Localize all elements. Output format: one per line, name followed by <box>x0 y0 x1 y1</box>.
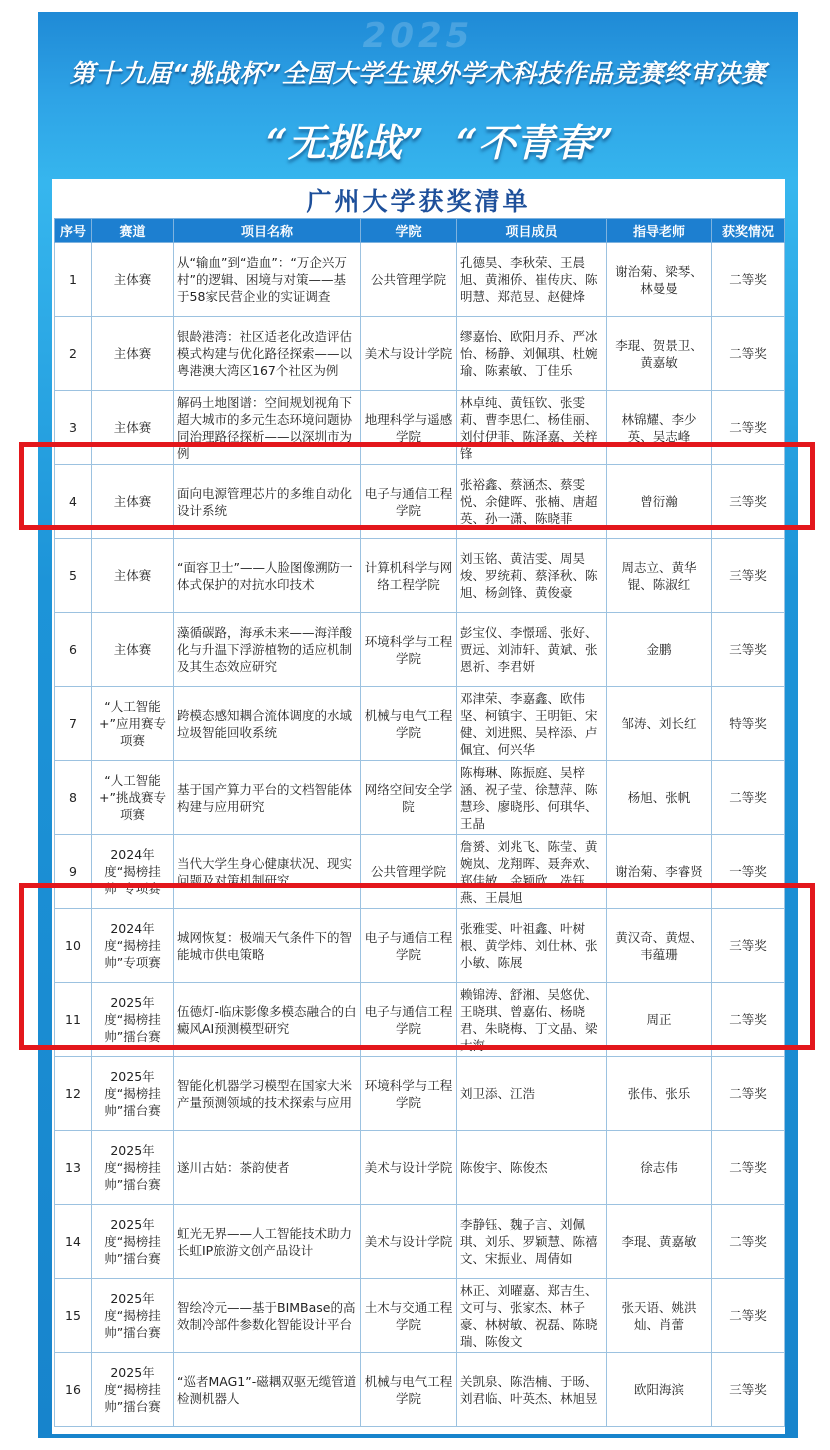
table-row <box>55 1205 785 1279</box>
row-college: 公共管理学院 <box>361 835 457 909</box>
row-members: 赖锦涛、舒湘、吴悠优、王晓琪、曾嘉佑、杨晓君、朱晓梅、丁文晶、梁大海 <box>457 983 607 1057</box>
row-number: 16 <box>55 1353 92 1427</box>
row-award: 三等奖 <box>712 539 785 613</box>
row-advisor: 林锦耀、李少英、吴志峰 <box>607 391 712 465</box>
row-award: 三等奖 <box>712 1353 785 1427</box>
row-track: 主体赛 <box>92 317 174 391</box>
award-table <box>54 218 785 1427</box>
poster-title: 第十九届“挑战杯”全国大学生课外学术科技作品竞赛终审决赛 <box>69 59 767 88</box>
row-project: 智绘冷元——基于BIMBase的高效制冷部件参数化智能设计平台 <box>174 1279 361 1353</box>
row-project: 基于国产算力平台的文档智能体构建与应用研究 <box>174 761 361 835</box>
row-advisor: 张天语、姚洪灿、肖蕾 <box>607 1279 712 1353</box>
row-advisor: 徐志伟 <box>607 1131 712 1205</box>
poster-frame <box>38 12 798 1438</box>
row-track: 主体赛 <box>92 391 174 465</box>
row-advisor: 谢治菊、梁琴、林曼曼 <box>607 243 712 317</box>
row-project: 遂川古姑：茶韵使者 <box>174 1131 361 1205</box>
row-advisor: 金鹏 <box>607 613 712 687</box>
row-members: 关凯泉、陈浩楠、于旸、刘君临、叶英杰、林旭昱 <box>457 1353 607 1427</box>
row-number: 6 <box>55 613 92 687</box>
row-track: “人工智能+”挑战赛专项赛 <box>92 761 174 835</box>
row-members: 刘玉铭、黄洁雯、周昊焌、罗统莉、蔡泽秋、陈旭、杨剑锋、黄俊豪 <box>457 539 607 613</box>
col-header-project: 项目名称 <box>174 219 361 243</box>
row-college: 公共管理学院 <box>361 243 457 317</box>
table-row <box>55 761 785 835</box>
row-college: 电子与通信工程学院 <box>361 465 457 539</box>
row-members: 孔德昊、李秋荣、王晨旭、黄湘侨、崔传庆、陈明慧、郑范昱、赵健烽 <box>457 243 607 317</box>
row-college: 机械与电气工程学院 <box>361 1353 457 1427</box>
row-number: 10 <box>55 909 92 983</box>
table-row <box>55 539 785 613</box>
table-header-row <box>55 219 785 243</box>
table-row <box>55 1353 785 1427</box>
highlight-box-rows-10-11 <box>19 883 815 1050</box>
award-sheet <box>52 179 785 1434</box>
row-college: 土木与交通工程学院 <box>361 1279 457 1353</box>
row-project: 智能化机器学习模型在国家大米产量预测领域的技术探索与应用 <box>174 1057 361 1131</box>
row-members: 陈梅琳、陈振庭、吴梓涵、祝子莹、徐慧萍、陈慧珍、廖晓彤、何琪华、王晶 <box>457 761 607 835</box>
row-members: 缪嘉怡、欧阳月乔、严冰怡、杨静、刘佩琪、杜婉瑜、陈素敏、丁佳乐 <box>457 317 607 391</box>
row-project: 藻循碳路，海承未来——海洋酸化与升温下浮游植物的适应机制及其生态效应研究 <box>174 613 361 687</box>
row-number: 9 <box>55 835 92 909</box>
row-advisor: 周正 <box>607 983 712 1057</box>
table-row <box>55 1279 785 1353</box>
row-members: 李静钰、魏子言、刘佩琪、刘乐、罗颖慧、陈禧文、宋振业、周倩如 <box>457 1205 607 1279</box>
row-award: 二等奖 <box>712 1057 785 1131</box>
row-number: 2 <box>55 317 92 391</box>
row-members: 邓津荣、李嘉鑫、欧伟坚、柯镇宇、王明钜、宋健、刘进熙、吴梓添、卢佩宜、何兴华 <box>457 687 607 761</box>
row-members: 林卓纯、黄钰钦、张雯莉、曹李思仁、杨佳丽、刘付伊菲、陈泽嘉、关梓锋 <box>457 391 607 465</box>
row-award: 三等奖 <box>712 613 785 687</box>
row-project: 银龄港湾：社区适老化改造评估模式构建与优化路径探索——以粤港澳大湾区167个社区为例 <box>174 317 361 391</box>
row-award: 二等奖 <box>712 983 785 1057</box>
row-college: 美术与设计学院 <box>361 1205 457 1279</box>
row-award: 二等奖 <box>712 243 785 317</box>
row-award: 二等奖 <box>712 391 785 465</box>
row-award: 三等奖 <box>712 465 785 539</box>
row-number: 14 <box>55 1205 92 1279</box>
row-advisor: 周志立、黄华锟、陈淑红 <box>607 539 712 613</box>
row-track: 2024年度“揭榜挂帅”专项赛 <box>92 835 174 909</box>
col-header-award: 获奖情况 <box>712 219 785 243</box>
row-track: 2025年度“揭榜挂帅”擂台赛 <box>92 1353 174 1427</box>
row-college: 美术与设计学院 <box>361 317 457 391</box>
row-college: 电子与通信工程学院 <box>361 909 457 983</box>
row-number: 8 <box>55 761 92 835</box>
row-track: 2025年度“揭榜挂帅”擂台赛 <box>92 1057 174 1131</box>
row-award: 二等奖 <box>712 317 785 391</box>
row-track: 2025年度“揭榜挂帅”擂台赛 <box>92 983 174 1057</box>
row-number: 15 <box>55 1279 92 1353</box>
row-award: 二等奖 <box>712 1279 785 1353</box>
row-project: 伍德灯-临床影像多模态融合的白癜风AI预测模型研究 <box>174 983 361 1057</box>
row-members: 陈俊宇、陈俊杰 <box>457 1131 607 1205</box>
row-number: 5 <box>55 539 92 613</box>
row-advisor: 李琨、贺景卫、黄嘉敏 <box>607 317 712 391</box>
col-header-no: 序号 <box>55 219 92 243</box>
row-track: 主体赛 <box>92 539 174 613</box>
row-track: 主体赛 <box>92 613 174 687</box>
row-college: 电子与通信工程学院 <box>361 983 457 1057</box>
table-row <box>55 1057 785 1131</box>
col-header-college: 学院 <box>361 219 457 243</box>
row-number: 12 <box>55 1057 92 1131</box>
row-advisor: 谢治菊、李睿贤 <box>607 835 712 909</box>
row-project: 跨模态感知耦合流体调度的水域垃圾智能回收系统 <box>174 687 361 761</box>
row-track: 主体赛 <box>92 243 174 317</box>
row-project: 从“输血”到“造血”：“万企兴万村”的逻辑、困境与对策——基于58家民营企业的实证调查 <box>174 243 361 317</box>
row-award: 二等奖 <box>712 1205 785 1279</box>
row-number: 13 <box>55 1131 92 1205</box>
row-track: 2025年度“揭榜挂帅”擂台赛 <box>92 1131 174 1205</box>
sheet-title: 广州大学获奖清单 <box>306 187 531 216</box>
row-award: 二等奖 <box>712 1131 785 1205</box>
year-watermark: 2025 <box>362 16 474 56</box>
row-track: “人工智能+”应用赛专项赛 <box>92 687 174 761</box>
row-project: 虹光无界——人工智能技术助力长虹IP旅游文创产品设计 <box>174 1205 361 1279</box>
row-members: 彭宝仪、李憬瑶、张好、贾远、刘沛轩、黄斌、张恩祈、李君妍 <box>457 613 607 687</box>
row-members: 林正、刘曜嘉、郑吉生、文可与、张家杰、林子豪、林树敏、祝磊、陈晓瑞、陈俊文 <box>457 1279 607 1353</box>
row-track: 2025年度“揭榜挂帅”擂台赛 <box>92 1205 174 1279</box>
row-number: 3 <box>55 391 92 465</box>
table-row <box>55 243 785 317</box>
row-award: 特等奖 <box>712 687 785 761</box>
row-project: “巡者MAG1”-磁耦双驱无缆管道检测机器人 <box>174 1353 361 1427</box>
row-number: 1 <box>55 243 92 317</box>
row-project: 解码土地图谱：空间规划视角下超大城市的多元生态环境问题协同治理路径探析——以深圳市为例 <box>174 391 361 465</box>
row-project: 当代大学生身心健康状况、现实问题及对策机制研究 <box>174 835 361 909</box>
row-project: “面容卫士”——人脸图像溯防一体式保护的对抗水印技术 <box>174 539 361 613</box>
row-advisor: 李琨、黄嘉敏 <box>607 1205 712 1279</box>
row-award: 三等奖 <box>712 909 785 983</box>
table-row <box>55 613 785 687</box>
row-number: 11 <box>55 983 92 1057</box>
row-track: 主体赛 <box>92 465 174 539</box>
row-number: 4 <box>55 465 92 539</box>
slogan-right: “不青春” <box>456 120 614 165</box>
col-header-members: 项目成员 <box>457 219 607 243</box>
row-advisor: 张伟、张乐 <box>607 1057 712 1131</box>
highlight-box-row-4 <box>19 442 815 530</box>
col-header-track: 赛道 <box>92 219 174 243</box>
row-members: 詹赟、刘兆飞、陈莹、黄婉岚、龙翔晖、聂奔欢、郑佳敏、余颖欣、冼钰燕、王晨旭 <box>457 835 607 909</box>
row-college: 机械与电气工程学院 <box>361 687 457 761</box>
row-members: 刘卫添、江浩 <box>457 1057 607 1131</box>
col-header-advisor: 指导老师 <box>607 219 712 243</box>
row-college: 网络空间安全学院 <box>361 761 457 835</box>
row-members: 张裕鑫、蔡涵杰、蔡雯悦、余健晖、张楠、唐超英、孙一潇、陈晓菲 <box>457 465 607 539</box>
row-advisor: 欧阳海滨 <box>607 1353 712 1427</box>
row-college: 美术与设计学院 <box>361 1131 457 1205</box>
row-track: 2024年度“揭榜挂帅”专项赛 <box>92 909 174 983</box>
row-project: 面向电源管理芯片的多维自动化设计系统 <box>174 465 361 539</box>
row-advisor: 杨旭、张帆 <box>607 761 712 835</box>
row-advisor: 曾衍瀚 <box>607 465 712 539</box>
row-track: 2025年度“揭榜挂帅”擂台赛 <box>92 1279 174 1353</box>
table-row <box>55 687 785 761</box>
row-college: 环境科学与工程学院 <box>361 613 457 687</box>
row-award: 一等奖 <box>712 835 785 909</box>
row-college: 计算机科学与网络工程学院 <box>361 539 457 613</box>
row-advisor: 黄汉奇、黄煜、韦蕴珊 <box>607 909 712 983</box>
row-award: 二等奖 <box>712 761 785 835</box>
row-college: 环境科学与工程学院 <box>361 1057 457 1131</box>
row-members: 张雅雯、叶祖鑫、叶树根、黄学炜、刘仕林、张小敏、陈展 <box>457 909 607 983</box>
table-row <box>55 317 785 391</box>
table-row <box>55 1131 785 1205</box>
row-number: 7 <box>55 687 92 761</box>
row-college: 地理科学与遥感学院 <box>361 391 457 465</box>
slogan-left: “无挑战” <box>266 120 424 165</box>
row-advisor: 邹涛、刘长红 <box>607 687 712 761</box>
row-project: 城网恢复：极端天气条件下的智能城市供电策略 <box>174 909 361 983</box>
